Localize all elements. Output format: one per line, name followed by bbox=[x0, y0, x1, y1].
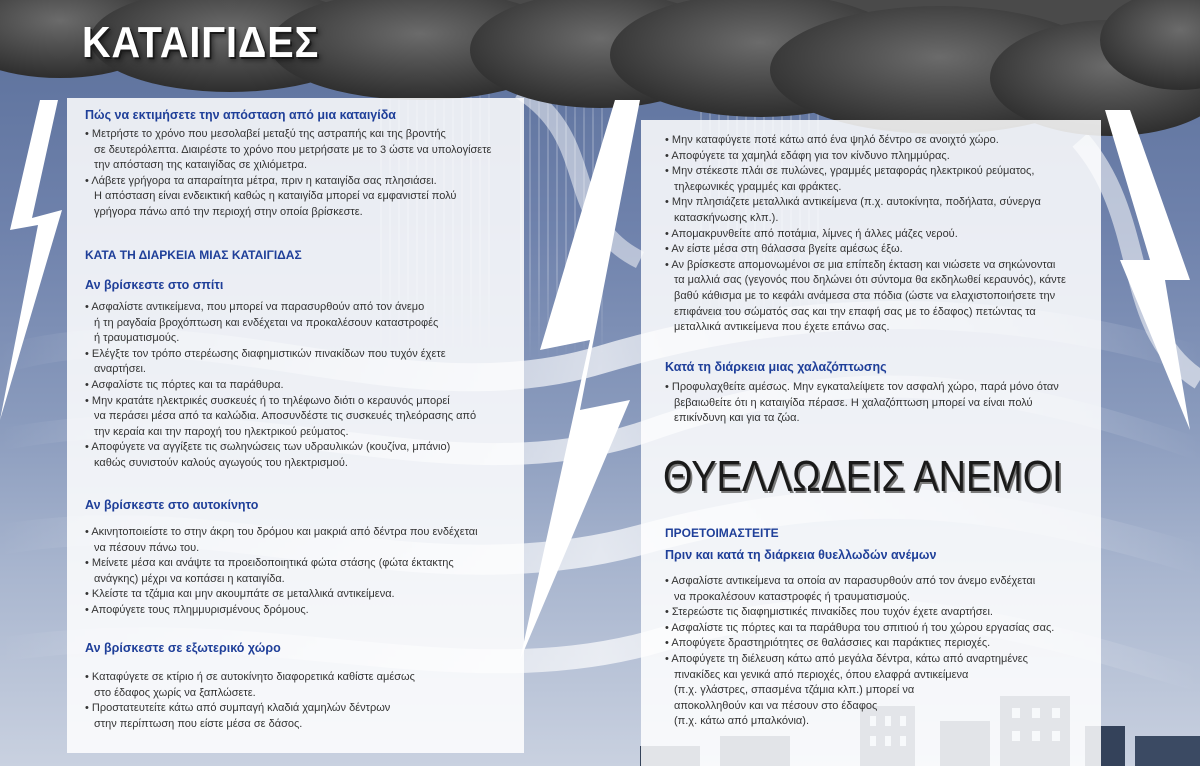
list-item bbox=[665, 636, 1054, 652]
list-item bbox=[665, 605, 1054, 621]
list-item bbox=[85, 394, 476, 441]
list-item bbox=[665, 258, 1066, 336]
list-item-line: Η απόσταση είναι ενδεικτική καθώς η καταιγίδα μπορεί να εμφανιστεί πολύ bbox=[94, 190, 457, 203]
list-item-line: Μετρήστε το χρόνο που μεσολαβεί μεταξύ της αστραπής και της βροντής bbox=[91, 128, 446, 140]
section-heading-before-winds: Πριν και κατά τη διάρκεια θυελλωδών ανέμων bbox=[665, 548, 937, 562]
list-at-home bbox=[85, 300, 476, 472]
list-item bbox=[85, 701, 415, 732]
list-item-line: ή τη ραγδαία βροχόπτωση και ενδέχεται να προκαλέσουν καταστροφές bbox=[94, 316, 439, 329]
list-item bbox=[85, 603, 478, 619]
section-heading-at-home: Αν βρίσκεστε στο σπίτι bbox=[85, 278, 224, 292]
list-item bbox=[85, 587, 478, 603]
list-item-line: Μην κρατάτε ηλεκτρικές συσκευές ή το τηλέφωνο διότι ο κεραυνός μπορεί bbox=[91, 394, 450, 407]
list-in-car bbox=[85, 525, 478, 619]
list-item-line: Ελέγξτε τον τρόπο στερέωσης διαφημιστικών πινακίδων που τυχόν έχετε bbox=[91, 347, 446, 360]
list-outdoors bbox=[85, 670, 415, 732]
page-title-winds: ΘΥΕΛΛΩΔΕΙΣ ΑΝΕΜΟΙ bbox=[663, 452, 1063, 501]
section-heading-in-car: Αν βρίσκεστε στο αυτοκίνητο bbox=[85, 498, 259, 512]
list-item-line: να περάσει μέσα από τα καλώδια. Αποσυνδέστε τις συσκευές τηλεόρασης από bbox=[94, 410, 477, 423]
list-item-line: την απόσταση της καταιγίδας σε χιλιόμετρα. bbox=[94, 159, 307, 172]
list-item-line: Καταφύγετε σε κτίριο ή σε αυτοκίνητο διαφορετικά καθίστε αμέσως bbox=[91, 671, 415, 683]
section-heading-outdoors: Αν βρίσκεστε σε εξωτερικό χώρο bbox=[85, 641, 281, 655]
section-heading-prepare: ΠΡΟΕΤΟΙΜΑΣΤΕΙΤΕ bbox=[665, 526, 779, 540]
list-item-line: επικίνδυνη και για τα ζώα. bbox=[674, 412, 800, 425]
list-item-line: Ασφαλίστε αντικείμενα τα οποία αν παρασυρθούν από τον άνεμο ενδέχεται bbox=[671, 575, 1036, 587]
list-item-line: στο έδαφος χωρίς να ξαπλώσετε. bbox=[94, 686, 256, 699]
list-item bbox=[665, 652, 1054, 730]
list-item bbox=[85, 556, 478, 587]
list-item bbox=[85, 440, 476, 471]
list-item bbox=[85, 347, 476, 378]
list-item-line: ανάγκης) μέχρι να κοπάσει η καταιγίδα. bbox=[94, 572, 285, 585]
list-item-line: Μείνετε μέσα και ανάψτε τα προειδοποιητικά φώτα στάσης (φώτα έκτακτης bbox=[91, 557, 454, 570]
list-item-line: Αποφύγετε δραστηριότητες σε θαλάσσιες και παράκτιες περιοχές. bbox=[671, 637, 991, 650]
list-item-line: αποκολληθούν και να πέσουν στο έδαφος bbox=[674, 699, 878, 712]
list-hail bbox=[665, 380, 1059, 427]
list-item-line: Αποφύγετε να αγγίξετε τις σωληνώσεις των υδραυλικών (κουζίνα, μπάνιο) bbox=[91, 441, 451, 454]
list-item bbox=[85, 670, 415, 701]
list-winds bbox=[665, 574, 1054, 730]
list-outdoors-continued bbox=[665, 133, 1066, 336]
list-item bbox=[665, 195, 1066, 226]
list-item bbox=[665, 242, 1066, 258]
list-item-line: πινακίδες και γενικά από περιοχές, όπου ελαφρά αντικείμενα bbox=[674, 668, 969, 681]
list-item bbox=[665, 621, 1054, 637]
list-item bbox=[85, 127, 491, 174]
list-item-line: Αν βρίσκεστε απομονωμένοι σε μια επίπεδη έκταση και νιώσετε να σηκώνονται bbox=[671, 258, 1056, 271]
list-item bbox=[85, 174, 491, 221]
list-item-line: τηλεφωνικές γραμμές και φράκτες. bbox=[674, 180, 842, 193]
list-item-line: Αποφύγετε τα χαμηλά εδάφη για τον κίνδυνο πλημμύρας. bbox=[671, 149, 950, 162]
list-item-line: στην περίπτωση που είστε μέσα σε δάσος. bbox=[94, 717, 303, 730]
list-item-line: καθώς συνιστούν καλούς αγωγούς του ηλεκτρισμού. bbox=[94, 456, 348, 469]
lightning-bolt-icon bbox=[1095, 110, 1195, 430]
list-item-line: βεβαιωθείτε ότι η καταιγίδα πέρασε. Η χαλαζόπτωση μπορεί να είναι πολύ bbox=[674, 396, 1033, 409]
list-item-line: Μην πλησιάζετε μεταλλικά αντικείμενα (π.χ. αυτοκίνητα, ποδήλατα, σύνεργα bbox=[671, 196, 1041, 209]
list-distance bbox=[85, 127, 491, 221]
page-title-storms: ΚΑΤΑΙΓΙΔΕΣ bbox=[82, 18, 320, 67]
list-item-line: (π.χ. κάτω από μπαλκόνια). bbox=[674, 715, 810, 728]
list-item-line: κατασκήνωσης κλπ.). bbox=[674, 211, 779, 224]
list-item-line: Ασφαλίστε τις πόρτες και τα παράθυρα. bbox=[91, 378, 284, 391]
list-item-line: σε δευτερόλεπτα. Διαιρέστε το χρόνο που μετρήσατε με το 3 ώστε να υπολογίσετε bbox=[94, 143, 492, 156]
section-heading-distance: Πώς να εκτιμήσετε την απόσταση από μια καταιγίδα bbox=[85, 108, 396, 122]
list-item-line: Αποφύγετε τη διέλευση κάτω από μεγάλα δέντρα, κάτω από αναρτημένες bbox=[671, 652, 1028, 665]
list-item bbox=[85, 525, 478, 556]
list-item-line: να προκαλέσουν καταστροφές ή τραυματισμούς. bbox=[674, 590, 910, 603]
list-item-line: Ακινητοποιείστε το στην άκρη του δρόμου και μακριά από δέντρα που ενδέχεται bbox=[91, 526, 478, 538]
list-item-line: Προφυλαχθείτε αμέσως. Μην εγκαταλείψετε τον ασφαλή χώρο, παρά μόνο όταν bbox=[671, 381, 1059, 393]
list-item-line: Μην στέκεστε πλάι σε πυλώνες, γραμμές μεταφοράς ηλεκτρικού ρεύματος, bbox=[671, 165, 1035, 178]
list-item bbox=[85, 378, 476, 394]
lightning-bolt-icon bbox=[0, 100, 70, 420]
list-item bbox=[85, 300, 476, 347]
list-item-line: ή τραυματισμούς. bbox=[94, 332, 180, 345]
list-item-line: Προστατευτείτε κάτω από συμπαγή κλαδιά χαμηλών δέντρων bbox=[91, 702, 391, 715]
list-item-line: Στερεώστε τις διαφημιστικές πινακίδες που τυχόν έχετε αναρτήσει. bbox=[671, 606, 993, 619]
list-item bbox=[665, 227, 1066, 243]
list-item bbox=[665, 380, 1059, 427]
list-item-line: (π.χ. γλάστρες, σπασμένα τζάμια κλπ.) μπορεί να bbox=[674, 684, 915, 697]
list-item-line: γρήγορα πάνω από την περιοχή στην οποία βρίσκεστε. bbox=[94, 205, 363, 218]
list-item-line: Ασφαλίστε αντικείμενα, που μπορεί να παρασυρθούν από τον άνεμο bbox=[91, 301, 425, 313]
section-heading-hail: Κατά τη διάρκεια μιας χαλαζόπτωσης bbox=[665, 360, 887, 374]
list-item-line: Ασφαλίστε τις πόρτες και τα παράθυρα του σπιτιού ή του χώρου εργασίας σας. bbox=[671, 621, 1055, 634]
section-heading-during-storm: ΚΑΤΑ ΤΗ ΔΙΑΡΚΕΙΑ ΜΙΑΣ ΚΑΤΑΙΓΙΔΑΣ bbox=[85, 248, 302, 262]
lightning-bolt-icon bbox=[520, 100, 645, 660]
list-item-line: Λάβετε γρήγορα τα απαραίτητα μέτρα, πριν η καταιγίδα σας πλησιάσει. bbox=[91, 174, 437, 187]
list-item bbox=[665, 164, 1066, 195]
list-item-line: τα μαλλιά σας (γεγονός που δηλώνει ότι σύντομα θα εκδηλωθεί κεραυνός), κάντε bbox=[674, 274, 1066, 287]
list-item bbox=[665, 574, 1054, 605]
list-item-line: την κεραία και την παροχή του ηλεκτρικού ρεύματος. bbox=[94, 425, 349, 438]
list-item-line: Αν είστε μέσα στη θάλασσα βγείτε αμέσως έξω. bbox=[671, 243, 903, 256]
list-item-line: βαθύ κάθισμα με το κεφάλι ανάμεσα στα πόδια (ώστε να ελαχιστοποιήσετε την bbox=[674, 289, 1056, 302]
list-item-line: Απομακρυνθείτε από ποτάμια, λίμνες ή άλλες μάζες νερού. bbox=[671, 227, 958, 240]
list-item-line: να πέσουν πάνω του. bbox=[94, 541, 200, 554]
list-item-line: επιφάνεια του σώματός σας και την επαφή σας με το έδαφος) πετώντας τα bbox=[674, 305, 1036, 318]
list-item-line: μεταλλικά αντικείμενα που έχετε επάνω σας. bbox=[674, 321, 890, 334]
list-item bbox=[665, 149, 1066, 165]
list-item-line: Μην καταφύγετε ποτέ κάτω από ένα ψηλό δέντρο σε ανοιχτό χώρο. bbox=[671, 134, 999, 146]
list-item bbox=[665, 133, 1066, 149]
list-item-line: Κλείστε τα τζάμια και μην ακουμπάτε σε μεταλλικά αντικείμενα. bbox=[91, 588, 395, 601]
list-item-line: αναρτήσει. bbox=[94, 363, 146, 376]
list-item-line: Αποφύγετε τους πλημμυρισμένους δρόμους. bbox=[91, 603, 309, 616]
